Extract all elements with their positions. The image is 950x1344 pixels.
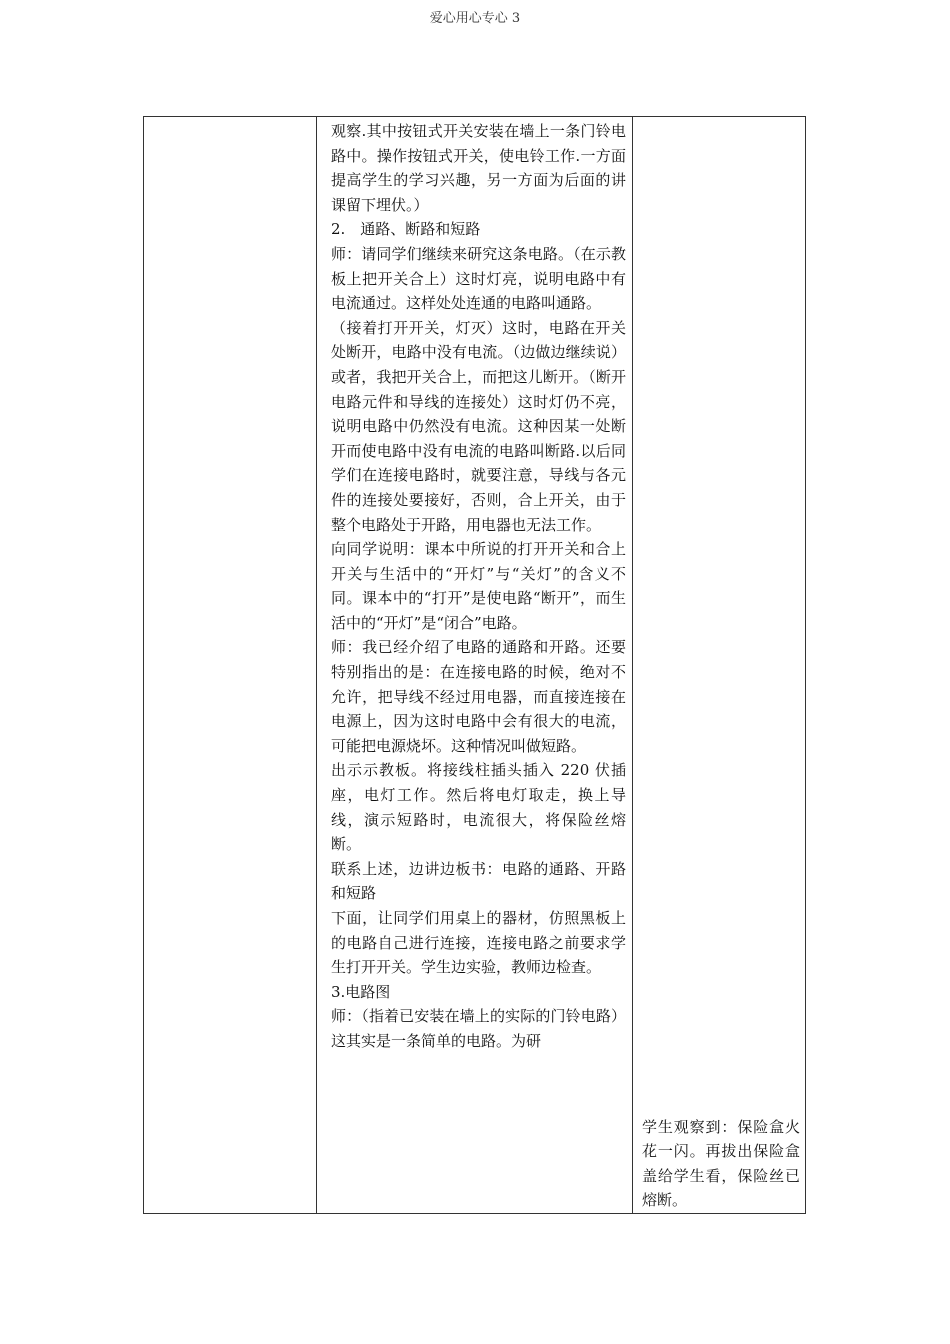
teaching-content [317, 117, 632, 1054]
paragraph: 向同学说明：课本中所说的打开开关和合上开关与生活中的“开灯”与“关灯”的含义不同。课本中的“打开”是使电路“断开”，而生活中的“开灯”是“闭合”电路。 [331, 540, 626, 632]
paragraph: （接着打开开关，灯灭）这时，电路在开关处断开，电路中没有电流。（边做边继续说）或者，我把开关合上，而把这儿断开。（断开电路元件和导线的连接处）这时灯仍不亮，说明电路中仍然没有电流。这种因某一处断开而使电路中没有电流的电路叫断路.以后同学们在连接电路时，就要注意，导线与各元件的连接处要接好，否则，合上开关，由于整个电路处于开路，用电器也无法工作。 [331, 318, 626, 534]
teaching-content-cell [317, 117, 633, 1214]
section-heading: 2. 通路、断路和短路 [331, 220, 481, 239]
paragraph: 师：我已经介绍了电路的通路和开路。还要特别指出的是：在连接电路的时候，绝对不允许，把导线不经过用电器，而直接连接在电源上，因为这时电路中会有很大的电流，可能把电源烧坏。这种情况叫做短路。 [331, 638, 626, 755]
paragraph: 出示示教板。将接线柱插头插入 220 伏插座，电灯工作。然后将电灯取走，换上导线，演示短路时，电流很大，将保险丝熔断。 [331, 761, 626, 854]
paragraph: 联系上述，边讲边板书：电路的通路、开路和短路 [331, 859, 626, 903]
student-activity-note: 学生观察到：保险盒火花一闪。再拔出保险盒盖给学生看，保险丝已熔断。 [642, 1117, 800, 1210]
page-header: 爱心用心专心 3 [429, 11, 521, 26]
paragraph: 师：（指着已安装在墙上的实际的门铃电路）这其实是一条简单的电路。为研 [331, 1007, 626, 1050]
left-column-cell [144, 117, 317, 1214]
paragraph: 师：请同学们继续来研究这条电路。（在示教板上把开关合上）这时灯亮，说明电路中有电流通过。这样处处连通的电路叫通路。 [331, 244, 626, 313]
section-heading: 3.电路图 [331, 982, 391, 1001]
table-row [144, 117, 806, 1214]
student-activity-cell [633, 117, 806, 1214]
lesson-table [143, 116, 806, 1214]
paragraph: 观察.其中按钮式开关安装在墙上一条门铃电路中。操作按钮式开关，使电铃工作.一方面提高学生的学习兴趣，另一方面为后面的讲课留下埋伏。） [331, 122, 626, 214]
paragraph: 下面，让同学们用桌上的器材，仿照黑板上的电路自己进行连接，连接电路之前要求学生打开开关。学生边实验，教师边检查。 [331, 909, 626, 977]
